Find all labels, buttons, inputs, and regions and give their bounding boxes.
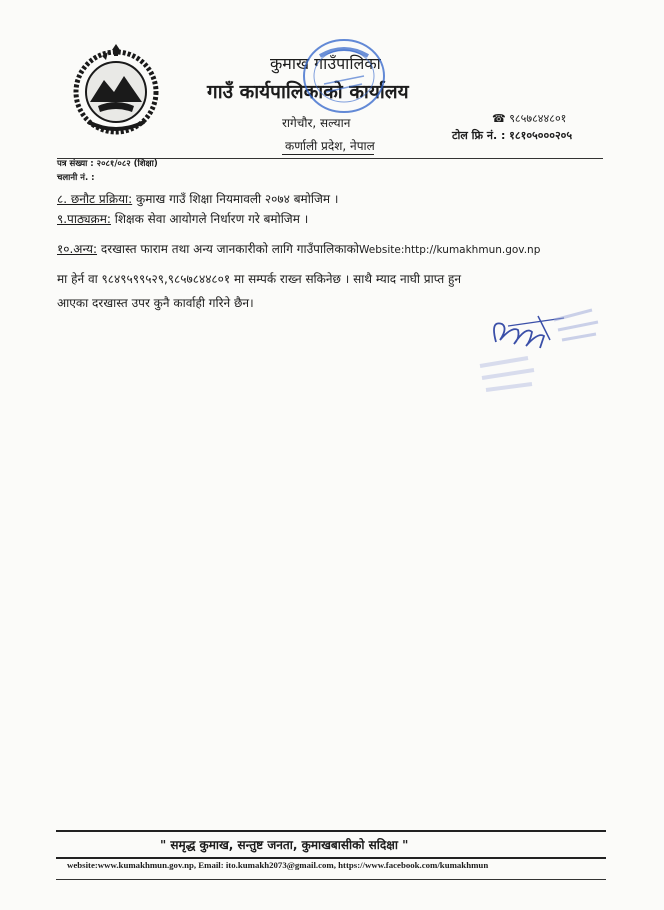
letter-reference-number: पत्र संख्या : २०८१/०८२ (शिक्षा) bbox=[57, 159, 158, 169]
item-8-label: ८. छनौट प्रक्रिया: bbox=[57, 192, 133, 206]
footer-contact-line: website:www.kumakhmun.gov.np, Email: ito.kumakh2073@gmail.com, https://www.facebook.com/kumakhmun bbox=[67, 860, 489, 870]
dispatch-number: चलानी नं. : bbox=[57, 173, 95, 183]
phone-value: ९८५७८४४८०१ bbox=[509, 112, 567, 125]
item-10-text: दरखास्त फाराम तथा अन्य जानकारीको लागि गाउँपालिकाको bbox=[97, 242, 359, 256]
item-other bbox=[57, 240, 540, 257]
footer-middle-rule bbox=[56, 857, 606, 859]
office-title: गाउँ कार्यपालिकाको कार्यालय bbox=[207, 81, 409, 103]
item-selection-process bbox=[57, 190, 338, 207]
contact-paragraph-line-1: मा हेर्न वा ९८४९५९९५२९,९८५७८४४८०१ मा सम्पर्क राख्न सकिनेछ । साथै म्याद नाघी प्राप्त हुन bbox=[57, 272, 462, 286]
municipality-name: कुमाख गाउँपालिका bbox=[270, 54, 381, 73]
signature bbox=[468, 296, 608, 406]
phone-number bbox=[492, 111, 566, 126]
footer-bottom-rule bbox=[56, 879, 606, 880]
item-curriculum bbox=[57, 210, 308, 227]
province-line: कर्णाली प्रदेश, नेपाल bbox=[285, 139, 375, 153]
phone-icon: ☎ bbox=[492, 112, 506, 125]
item-8-text: कुमाख गाउँ शिक्षा नियमावली २०७४ बमोजिम । bbox=[132, 192, 339, 206]
toll-free-number: टोल फ्रि नं. : १८१०५०००२०५ bbox=[452, 129, 573, 142]
website-link[interactable]: Website:http://kumakhmun.gov.np bbox=[358, 244, 541, 256]
footer-top-rule bbox=[56, 830, 606, 832]
office-address: रागेचौर, सल्यान bbox=[282, 116, 351, 130]
footer-motto: " समृद्ध कुमाख, सन्तुष्ट जनता, कुमाखबासीको सदिक्षा " bbox=[160, 838, 409, 852]
item-9-label: ९.पाठ्यक्रम: bbox=[57, 212, 111, 226]
office-stamp bbox=[300, 34, 396, 118]
item-10-label: १०.अन्य: bbox=[57, 242, 98, 256]
nepal-emblem-logo bbox=[68, 42, 164, 138]
item-9-text: शिक्षक सेवा आयोगले निर्धारण गरे बमोजिम । bbox=[110, 212, 309, 226]
province-underline bbox=[282, 154, 374, 155]
contact-paragraph-line-2: आएका दरखास्त उपर कुनै कार्वाही गरिने छैन। bbox=[57, 296, 254, 310]
